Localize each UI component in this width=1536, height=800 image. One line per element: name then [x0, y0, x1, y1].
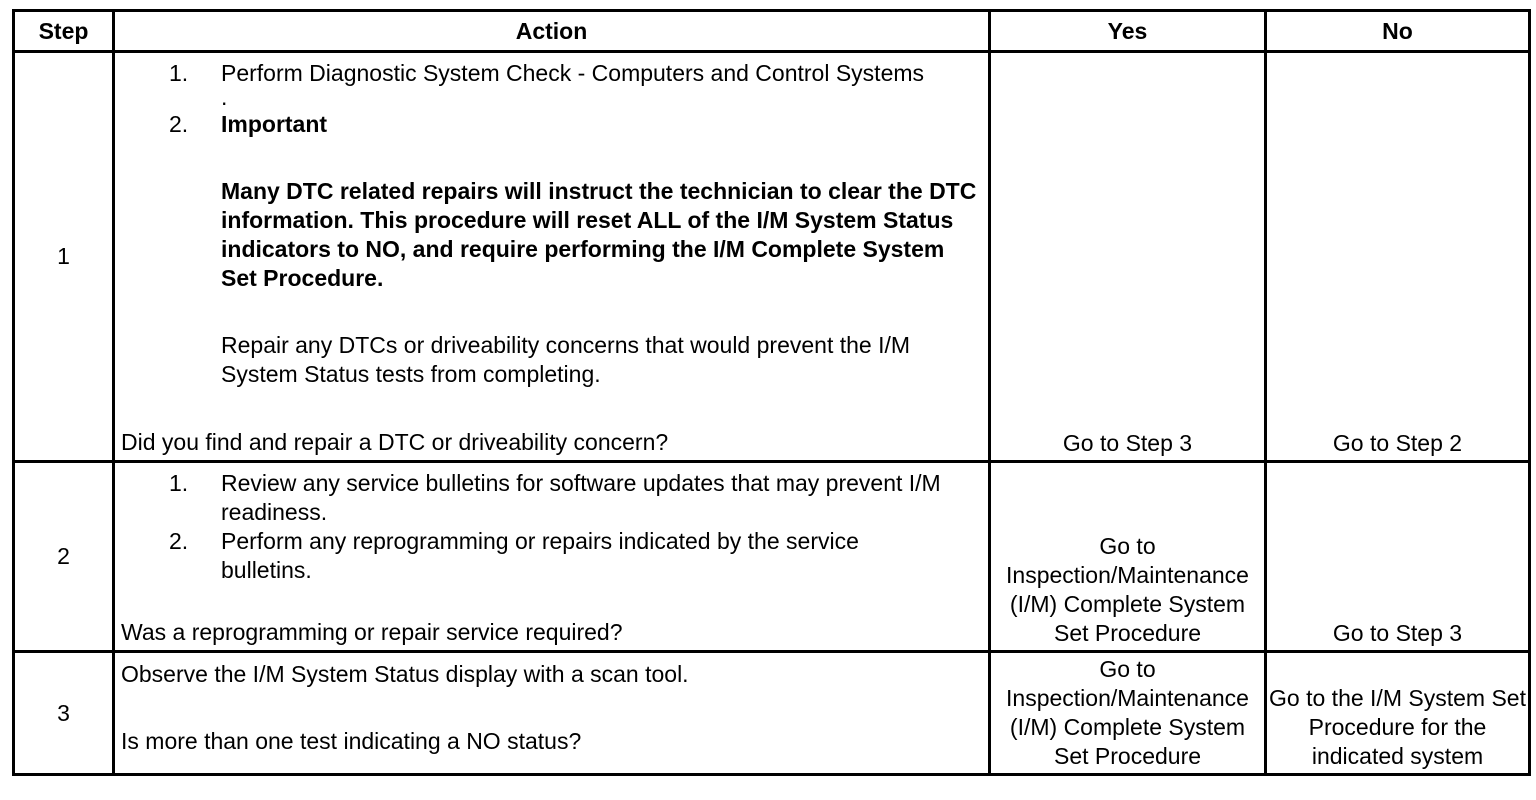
step-number: 2 [14, 462, 114, 652]
list-item [121, 527, 984, 585]
list-number: 2. [169, 111, 189, 137]
header-yes: Yes [990, 11, 1266, 52]
diagnostic-table-container [12, 9, 1528, 776]
list-item [121, 110, 984, 139]
action-cell [114, 52, 990, 462]
step-question: Did you find and repair a DTC or driveability concern? [121, 429, 669, 455]
header-row [14, 11, 1530, 52]
important-note: Many DTC related repairs will instruct the technician to clear the DTC information. This procedure will reset ALL of the I/M System Status indicators to NO, and require performing the I/M Complete System Set Procedure. [221, 178, 977, 291]
step-number: 1 [14, 52, 114, 462]
step-question: Is more than one test indicating a NO status? [121, 728, 582, 754]
list-number: 1. [169, 60, 189, 86]
action-cell [114, 462, 990, 652]
repair-note: Repair any DTCs or driveability concerns that would prevent the I/M System Status tests from completing. [221, 332, 911, 387]
yes-result: Go to Inspection/Maintenance (I/M) Complete System Set Procedure [990, 462, 1266, 652]
header-action: Action [114, 11, 990, 52]
list-number: 2. [169, 528, 189, 554]
list-number: 1. [169, 470, 189, 496]
list-text: Review any service bulletins for software updates that may prevent I/M readiness. [221, 470, 941, 525]
yes-result: Go to Step 3 [990, 52, 1266, 462]
observe-instruction: Observe the I/M System Status display with a scan tool. [121, 661, 689, 687]
list-item [121, 59, 984, 88]
no-result: Go to the I/M System Set Procedure for the indicated system [1266, 652, 1530, 775]
list-text: Perform Diagnostic System Check - Computers and Control Systems [221, 60, 925, 86]
no-result: Go to Step 3 [1266, 462, 1530, 652]
step-question: Was a reprogramming or repair service required? [121, 619, 623, 645]
yes-result: Go to Inspection/Maintenance (I/M) Complete System Set Procedure [990, 652, 1266, 775]
list-text: Perform any reprogramming or repairs indicated by the service bulletins. [221, 528, 859, 583]
table-row [14, 462, 1530, 652]
header-no: No [1266, 11, 1530, 52]
important-label: Important [221, 111, 328, 137]
no-result: Go to Step 2 [1266, 52, 1530, 462]
table-row [14, 652, 1530, 775]
header-step: Step [14, 11, 114, 52]
table-row [14, 52, 1530, 462]
action-cell [114, 652, 990, 775]
step-number: 3 [14, 652, 114, 775]
trailing-dot: . [221, 84, 228, 110]
diagnostic-table [12, 9, 1531, 776]
list-item [121, 469, 984, 527]
